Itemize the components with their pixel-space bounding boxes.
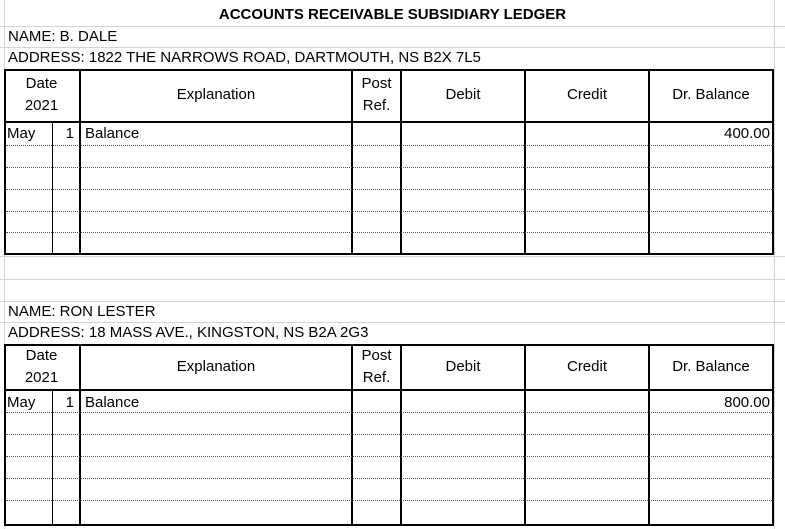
day-column-line [52,390,53,526]
date-header-line1: Date [25,75,58,92]
date-header-line2: 2021 [24,369,59,386]
account-name: NAME: RON LESTER [8,303,156,320]
row-month: May [7,125,36,142]
row-line [6,434,772,435]
post-ref-header-line1: Post [361,347,392,364]
gridline [0,26,785,27]
gridline [0,47,785,48]
row-line [6,145,772,146]
row-line [6,500,772,501]
post-ref-header [353,345,400,389]
row-line [6,211,772,212]
debit-header: Debit [445,358,481,375]
account-address: ADDRESS: 1822 THE NARROWS ROAD, DARTMOUTH, NS B2X 7L5 [8,49,481,66]
credit-header: Credit [566,86,607,103]
row-line [6,189,772,190]
row-month: May [7,394,36,411]
explanation-header: Explanation [176,358,256,375]
post-ref-header [353,73,400,117]
gridline [0,256,785,257]
balance-header: Dr. Balance [672,358,750,375]
gridline [0,279,785,280]
credit-header: Credit [566,358,607,375]
row-balance: 400.00 [724,125,770,142]
balance-header: Dr. Balance [672,86,750,103]
ledger-title: ACCOUNTS RECEIVABLE SUBSIDIARY LEDGER [218,6,567,23]
row-line [6,456,772,457]
gridline [0,301,785,302]
row-line [6,478,772,479]
row-day: 1 [65,125,74,142]
row-line [6,412,772,413]
gridline [774,0,775,529]
account-address: ADDRESS: 18 MASS AVE., KINGSTON, NS B2A 2G3 [8,324,369,341]
row-balance: 800.00 [724,394,770,411]
row-line [6,232,772,233]
explanation-header: Explanation [176,86,256,103]
header-separator [4,121,774,123]
gridline [0,322,785,323]
account-name: NAME: B. DALE [8,28,118,45]
row-explanation: Balance [85,125,140,142]
row-explanation: Balance [85,394,140,411]
debit-header: Debit [445,86,481,103]
row-day: 1 [65,394,74,411]
post-ref-header-line1: Post [361,75,392,92]
ledger-table-1 [4,69,774,255]
post-ref-header-line2: Ref. [362,97,391,114]
date-header [4,345,79,389]
header-separator [4,389,774,391]
date-header [4,73,79,117]
ledger-table-2 [4,344,774,526]
date-header-line1: Date [25,347,58,364]
post-ref-header-line2: Ref. [362,369,391,386]
date-header-line2: 2021 [24,97,59,114]
row-line [6,167,772,168]
